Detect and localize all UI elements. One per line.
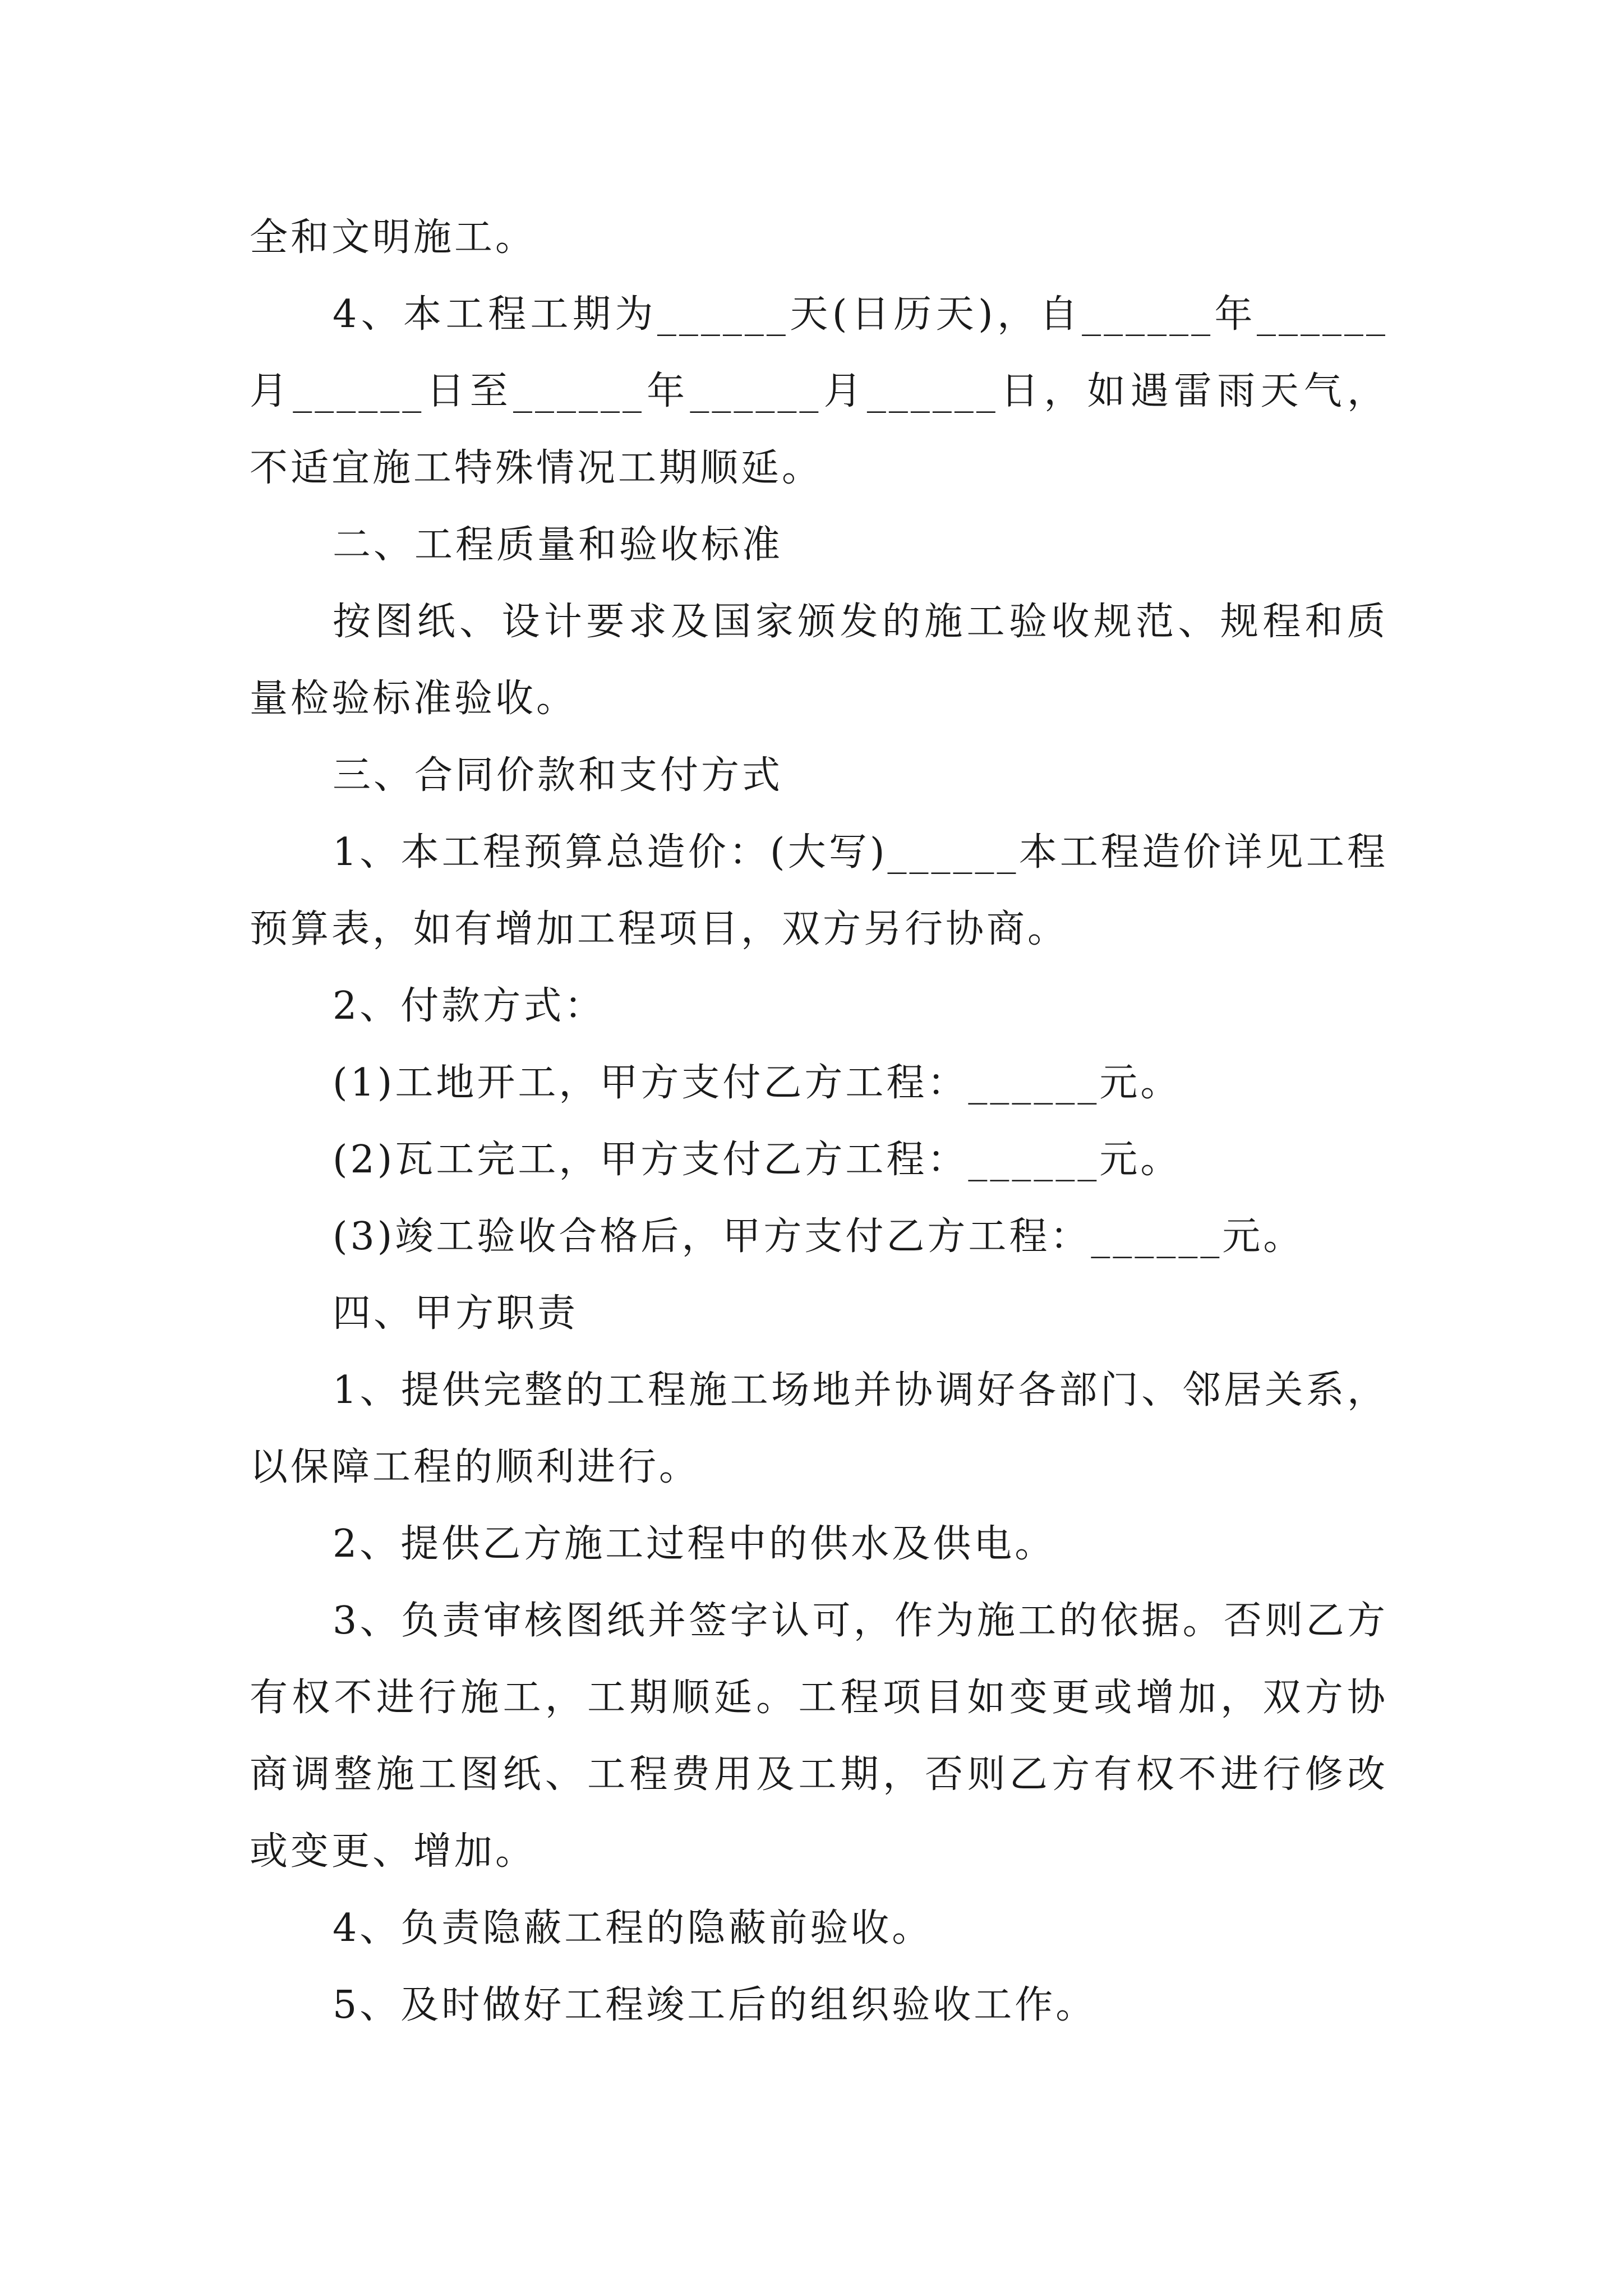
paragraph-duty-4: 4、负责隐蔽工程的隐蔽前验收。 — [333, 1906, 933, 1950]
paragraph-schedule: 4、本工程工期为______天(日历天)，自______年______月______日至______年______月______日，如遇雷雨天气，不适宜施工特殊情况工期顺延。 — [250, 292, 1388, 490]
section-heading-quality: 二、工程质量和验收标准 — [333, 523, 783, 567]
paragraph-duty-2: 2、提供乙方施工过程中的供水及供电。 — [333, 1522, 1056, 1566]
paragraph-duty-3: 3、负责审核图纸并签字认可，作为施工的依据。否则乙方有权不进行施工，工期顺延。工程项目如变更或增加，双方协商调整施工图纸、工程费用及工期，否则乙方有权不进行修改或变更、增加。 — [250, 1599, 1388, 1874]
paragraph-payment-2: (2)瓦工完工，甲方支付乙方工程：______元。 — [333, 1138, 1182, 1182]
section-heading-party-a: 四、甲方职责 — [333, 1291, 579, 1336]
paragraph-payment-3: (3)竣工验收合格后，甲方支付乙方工程：______元。 — [333, 1214, 1304, 1259]
paragraph-payment-1: (1)工地开工，甲方支付乙方工程：______元。 — [333, 1061, 1182, 1105]
section-heading-price: 三、合同价款和支付方式 — [333, 753, 783, 798]
paragraph-continuation: 全和文明施工。 — [250, 215, 537, 260]
paragraph-duty-5: 5、及时做好工程竣工后的组织验收工作。 — [333, 1983, 1097, 2027]
document-body — [250, 199, 1388, 2044]
paragraph-duty-1: 1、提供完整的工程施工场地并协调好各部门、邻居关系，以保障工程的顺利进行。 — [250, 1368, 1388, 1489]
paragraph-quality: 按图纸、设计要求及国家颁发的施工验收规范、规程和质量检验标准验收。 — [250, 600, 1388, 721]
paragraph-payment: 2、付款方式： — [333, 984, 606, 1028]
paragraph-budget: 1、本工程预算总造价：(大写)______本工程造价详见工程预算表，如有增加工程项目，双方另行协商。 — [250, 830, 1388, 951]
